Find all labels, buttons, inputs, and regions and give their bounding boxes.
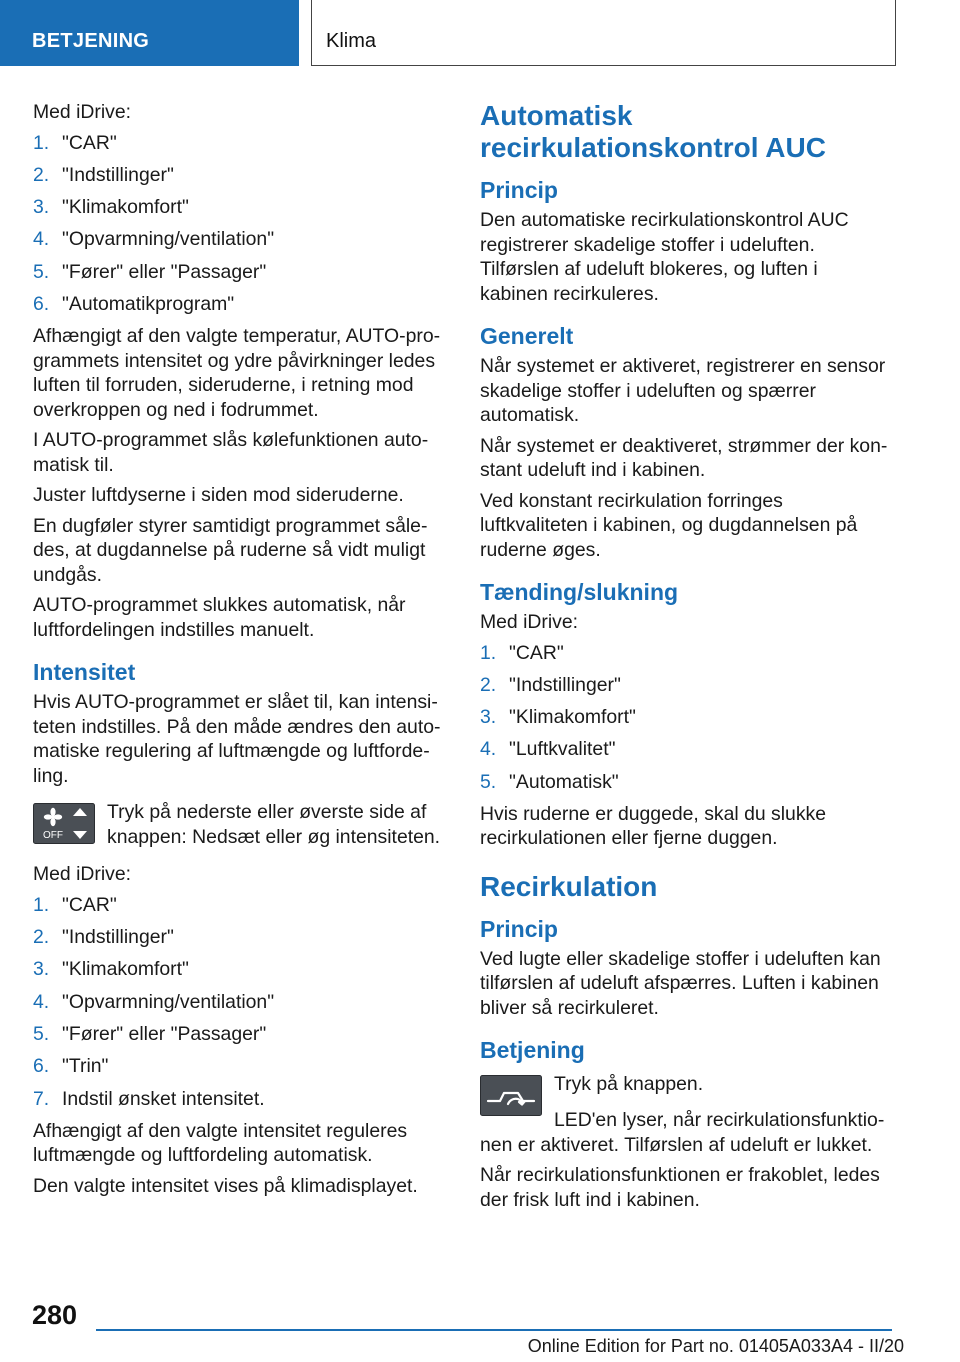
header-section-label: BETJENING bbox=[32, 30, 150, 52]
recirculation-button-icon bbox=[480, 1075, 542, 1116]
list-item bbox=[480, 770, 890, 795]
list-item bbox=[33, 260, 443, 285]
idrive-menu-list bbox=[33, 893, 443, 1111]
paragraph: Afhængigt af den valgte temperatur, AUTO-programmets intensitet og ydre påvirkninger ledes luften til forruden, sideruderne, i retning mod overkroppen og ned i fodrummet. bbox=[33, 325, 441, 421]
header-chapter-box bbox=[311, 0, 896, 66]
paragraph: Afhængigt af den valgte intensitet reguleres luftmængde og luftfordeling automatisk. bbox=[33, 1119, 408, 1167]
list-item bbox=[480, 673, 890, 698]
list-text: "Indstillinger" bbox=[62, 163, 174, 186]
paragraph: Den valgte intensitet vises på klimadisplayet. bbox=[33, 1174, 418, 1197]
section-heading-auc: Automatisk recirkulationskontrol AUC bbox=[480, 100, 826, 163]
list-number: 4. bbox=[33, 990, 50, 1013]
list-number: 1. bbox=[480, 641, 497, 664]
list-text: "Automatikprogram" bbox=[62, 292, 235, 315]
list-number: 3. bbox=[480, 706, 497, 729]
header-chapter-label: Klima bbox=[326, 30, 377, 52]
list-text: "CAR" bbox=[509, 641, 564, 664]
footer-divider bbox=[96, 1329, 892, 1331]
paragraph: Ved lugte eller skadelige stoffer i udeluften kan tilførslen af udeluft afspærres. Luften i kabinen bliver så recirkuleret. bbox=[480, 947, 881, 1019]
list-text: "Indstillinger" bbox=[509, 673, 621, 696]
fan-intensity-button-icon bbox=[33, 803, 95, 844]
list-number: 2. bbox=[480, 673, 497, 696]
list-item bbox=[33, 131, 443, 156]
list-text: "CAR" bbox=[62, 893, 117, 916]
list-item bbox=[33, 957, 443, 982]
list-item bbox=[33, 925, 443, 950]
paragraph: Ved konstant recirkulation forringes luftkvaliteten i kabinen, og dugdannelsen på ruderne øges. bbox=[480, 489, 858, 561]
list-item bbox=[33, 893, 443, 918]
header-section-tab bbox=[0, 0, 299, 66]
recirculation-button-instruction bbox=[480, 1072, 890, 1102]
list-item bbox=[33, 163, 443, 188]
list-text: "Luftkvalitet" bbox=[509, 738, 616, 761]
subheading-princip: Princip bbox=[480, 177, 558, 203]
footer-edition: Online Edition for Part no. 01405A033A4 - II/20 bbox=[527, 1336, 904, 1356]
idrive-menu-list bbox=[33, 131, 443, 317]
list-number: 2. bbox=[33, 926, 50, 949]
list-text: "Opvarmning/ventilation" bbox=[62, 228, 275, 251]
svg-text:OFF: OFF bbox=[43, 830, 63, 842]
idrive-menu-list bbox=[480, 641, 890, 795]
list-number: 6. bbox=[33, 1055, 50, 1078]
list-item bbox=[33, 1022, 443, 1047]
list-text: "Klimakomfort" bbox=[62, 196, 189, 219]
icon-instruction-text: Tryk på knappen. bbox=[554, 1073, 704, 1096]
list-text: "Fører" eller "Passager" bbox=[62, 1022, 267, 1045]
list-item bbox=[33, 227, 443, 252]
paragraph: Den automatiske recirkulationskontrol AUC registrerer skadelige stoffer i udeluften. Tilførslen af udeluft blokeres, og luften i kabinen recirkuleres. bbox=[480, 209, 849, 305]
paragraph: Når systemet er aktiveret, registrerer en sensor skadelige stoffer i udeluften og spærrer automatisk. bbox=[480, 355, 886, 426]
left-column bbox=[33, 100, 443, 1204]
list-item bbox=[33, 990, 443, 1015]
subheading-generelt: Generelt bbox=[480, 323, 574, 349]
section-heading-recirkulation: Recirkulation bbox=[480, 870, 658, 902]
paragraph: AUTO-programmet slukkes automatisk, når luftfordelingen indstilles manuelt. bbox=[33, 594, 406, 641]
subheading-princip: Princip bbox=[480, 915, 558, 942]
right-column bbox=[480, 100, 890, 1218]
paragraph: I AUTO-programmet slås kølefunktionen automatisk til. bbox=[33, 429, 429, 476]
list-text: "Fører" eller "Passager" bbox=[62, 260, 267, 283]
paragraph: Hvis AUTO-programmet er slået til, kan intensiteten indstilles. På den måde ændres den automatiske regulering af luftmængde og luftfordeling. bbox=[33, 691, 441, 787]
list-text: "Automatisk" bbox=[509, 770, 619, 793]
list-number: 1. bbox=[33, 131, 50, 154]
list-number: 5. bbox=[33, 260, 50, 283]
list-number: 4. bbox=[33, 228, 50, 251]
list-item bbox=[33, 292, 443, 317]
list-item bbox=[33, 1087, 443, 1112]
list-text: "Trin" bbox=[62, 1055, 109, 1078]
list-item bbox=[480, 737, 890, 762]
list-number: 4. bbox=[480, 738, 497, 761]
section-heading-intensitet: Intensitet bbox=[33, 659, 136, 686]
icon-instruction-text: Tryk på nederste eller øverste side af knappen: Nedsæt eller øg intensiteten. bbox=[107, 801, 441, 848]
paragraph: Med iDrive: bbox=[33, 101, 132, 123]
paragraph: En dugføler styrer samtidigt programmet således, at dugdannelse på ruderne så vidt muligt undgås. bbox=[33, 514, 428, 586]
list-text: "Klimakomfort" bbox=[509, 706, 636, 729]
list-text: "Indstillinger" bbox=[62, 926, 174, 949]
list-item bbox=[33, 195, 443, 220]
list-text: "CAR" bbox=[62, 131, 117, 154]
subheading-betjening: Betjening bbox=[480, 1037, 585, 1064]
list-number: 2. bbox=[33, 163, 50, 186]
fan-button-instruction bbox=[33, 800, 443, 850]
list-number: 5. bbox=[33, 1022, 50, 1045]
list-text: "Klimakomfort" bbox=[62, 958, 189, 981]
paragraph: Hvis ruderne er duggede, skal du slukke recirkulationen eller fjerne duggen. bbox=[480, 802, 826, 850]
list-number: 1. bbox=[33, 893, 50, 916]
list-number: 3. bbox=[33, 958, 50, 981]
paragraph: Med iDrive: bbox=[33, 863, 132, 886]
paragraph: Med iDrive: bbox=[480, 611, 579, 633]
list-number: 6. bbox=[33, 292, 50, 315]
paragraph: Når recirkulationsfunktionen er frakoblet, ledes der frisk luft ind i kabinen. bbox=[480, 1164, 880, 1211]
page-number: 280 bbox=[32, 1300, 78, 1330]
list-item bbox=[480, 641, 890, 666]
paragraph: Når systemet er deaktiveret, strømmer der konstant udeluft ind i kabinen. bbox=[480, 434, 888, 481]
paragraph: LED'en lyser, når recirkulationsfunktionen er aktiveret. Tilførslen af udeluft er lukket. bbox=[480, 1109, 885, 1156]
list-number: 5. bbox=[480, 770, 497, 793]
list-number: 3. bbox=[33, 196, 50, 219]
list-text: "Opvarmning/ventilation" bbox=[62, 990, 275, 1013]
paragraph: Juster luftdyserne i siden mod sideruderne. bbox=[33, 484, 404, 507]
list-item bbox=[480, 705, 890, 730]
list-text: Indstil ønsket intensitet. bbox=[62, 1087, 265, 1110]
list-item bbox=[33, 1054, 443, 1079]
list-number: 7. bbox=[33, 1087, 50, 1110]
subheading-taending: Tænding/slukning bbox=[480, 579, 679, 605]
